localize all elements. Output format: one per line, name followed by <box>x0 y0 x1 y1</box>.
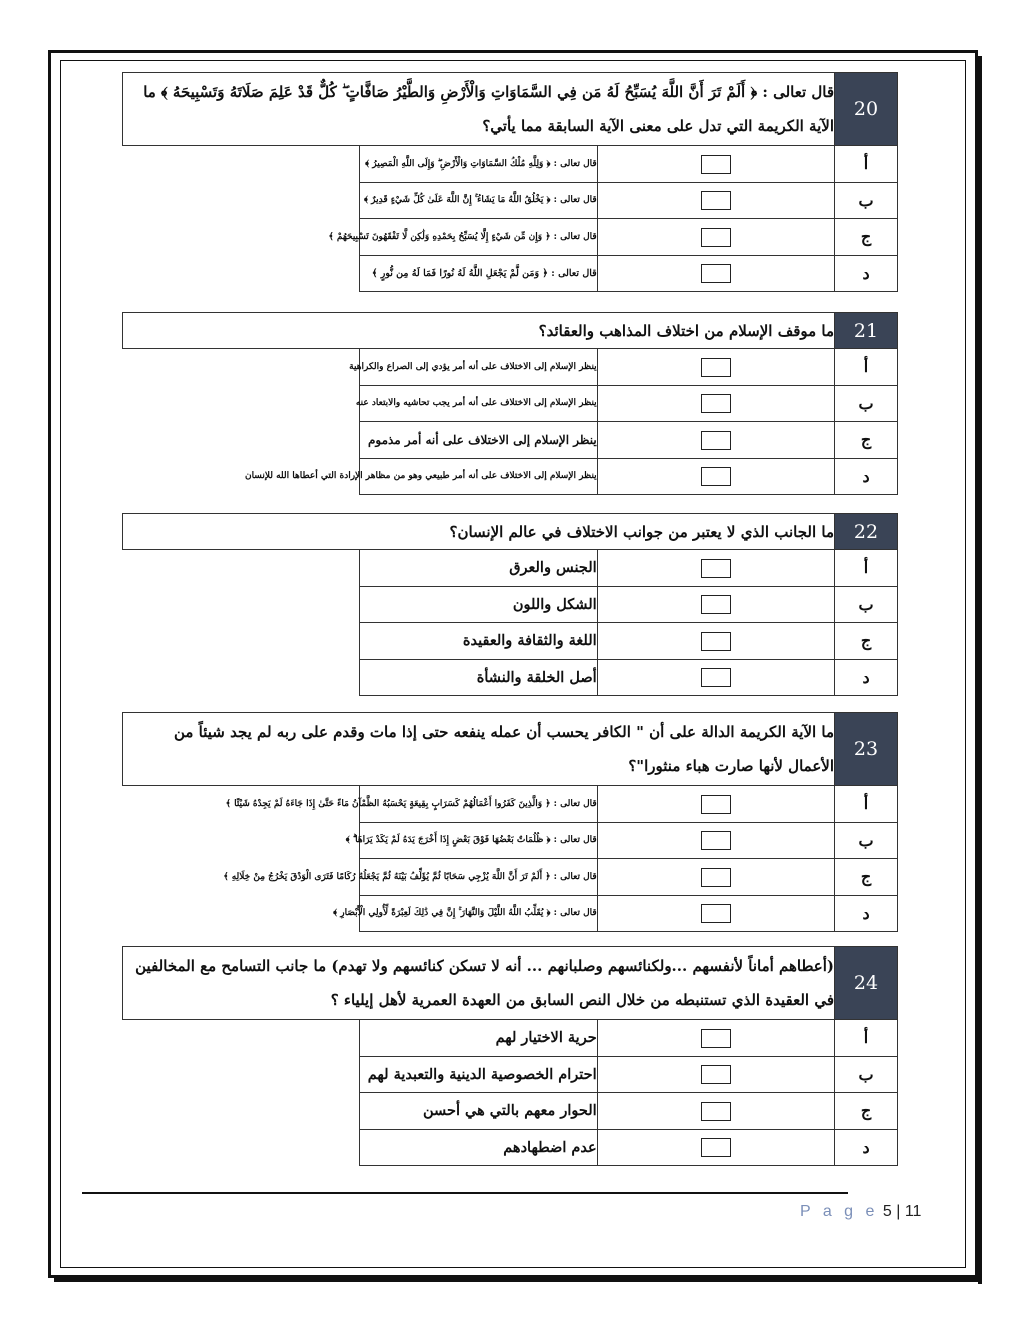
answer-checkbox-cell[interactable] <box>597 1129 834 1166</box>
answer-checkbox[interactable] <box>701 831 731 850</box>
question-table-22 <box>122 513 898 696</box>
answer-option-row[interactable] <box>123 1056 898 1093</box>
question-text: (أعطاهم أماناً لأنفسهم ...ولكنائسهم وصلبانهم ... أنه لا تسكن كنائسهم ولا تهدم) ما جانب التسامح مع المخالفين في العقيدة الذي تستنبطه من خلال النص السابق من العهدة العمرية لأهل إيلياء ؟ <box>123 947 835 1020</box>
option-text: أصل الخلقة والنشأة <box>360 659 597 696</box>
option-letter: أ <box>835 349 898 386</box>
answer-checkbox-cell[interactable] <box>597 895 834 932</box>
answer-checkbox-cell[interactable] <box>597 1056 834 1093</box>
option-text: قال تعالى : ﴿ يُقَلِّبُ اللَّهُ اللَّيْلَ وَالنَّهَارَ ۚ إِنَّ فِي ذَٰلِكَ لَعِبْرَةً لِّأُولِي الْأَبْصَارِ ﴾ <box>360 895 597 932</box>
answer-checkbox[interactable] <box>701 1065 731 1084</box>
option-text: قال تعالى : ﴿ يَخْلُقُ اللَّهُ مَا يَشَاءُ ۚ إِنَّ اللَّهَ عَلَىٰ كُلِّ شَيْءٍ قَدِيرٌ ﴾ <box>360 182 597 219</box>
option-letter: ج <box>835 1093 898 1130</box>
answer-option-row[interactable] <box>123 146 898 183</box>
answer-option-row[interactable] <box>123 385 898 422</box>
question-text: ما الآية الكريمة الدالة على أن " الكافر يحسب أن عمله ينفعه حتى إذا مات وقدم على ربه لم يجد شيئاً من الأعمال لأنها صارت هباء منثورا"؟ <box>123 713 835 786</box>
answer-checkbox[interactable] <box>701 394 731 413</box>
option-letter: أ <box>835 786 898 823</box>
answer-checkbox-cell[interactable] <box>597 550 834 587</box>
answer-option-row[interactable] <box>123 1020 898 1057</box>
option-letter: ج <box>835 623 898 660</box>
answer-checkbox-cell[interactable] <box>597 219 834 256</box>
option-letter: أ <box>835 550 898 587</box>
answer-checkbox-cell[interactable] <box>597 786 834 823</box>
answer-checkbox[interactable] <box>701 358 731 377</box>
option-letter: ب <box>835 822 898 859</box>
option-text: قال تعالى : ﴿ أَلَمْ تَرَ أَنَّ اللَّهَ يُزْجِي سَحَابًا ثُمَّ يُؤَلِّفُ بَيْنَهُ ثُمَّ يَجْعَلُهُ رُكَامًا فَتَرَى الْوَدْقَ يَخْرُجُ مِنْ خِلَالِهِ ﴾ <box>360 859 597 896</box>
option-text: قال تعالى : ﴿ وَلِلَّهِ مُلْكُ السَّمَاوَاتِ وَالْأَرْضِ ۖ وَإِلَى اللَّهِ الْمَصِيرُ ﴾ <box>360 146 597 183</box>
answer-checkbox-cell[interactable] <box>597 822 834 859</box>
answer-checkbox-cell[interactable] <box>597 1020 834 1057</box>
option-letter: د <box>835 255 898 292</box>
option-text: قال تعالى : ﴿ وَالَّذِينَ كَفَرُوا أَعْمَالُهُمْ كَسَرَابٍ بِقِيعَةٍ يَحْسَبُهُ الظَّمْآنُ مَاءً حَتَّىٰ إِذَا جَاءَهُ لَمْ يَجِدْهُ شَيْئًا ﴾ <box>360 786 597 823</box>
page-separator: | <box>896 1203 901 1220</box>
answer-checkbox[interactable] <box>701 264 731 283</box>
option-text: الجنس والعرق <box>360 550 597 587</box>
answer-checkbox[interactable] <box>701 868 731 887</box>
answer-checkbox[interactable] <box>701 795 731 814</box>
option-letter: د <box>835 895 898 932</box>
option-text: الحوار معهم بالتي هي أحسن <box>360 1093 597 1130</box>
option-text: اللغة والثقافة والعقيدة <box>360 623 597 660</box>
answer-option-row[interactable] <box>123 458 898 495</box>
question-number: 21 <box>835 313 898 349</box>
option-text: ينظر الإسلام إلى الاختلاف على أنه أمر يؤدي إلى الصراع والكراهية <box>360 349 597 386</box>
option-text: ينظر الإسلام إلى الاختلاف على أنه أمر يجب تحاشيه والابتعاد عنه <box>360 385 597 422</box>
option-letter: ب <box>835 182 898 219</box>
answer-checkbox-cell[interactable] <box>597 255 834 292</box>
answer-checkbox-cell[interactable] <box>597 146 834 183</box>
option-text: ينظر الإسلام إلى الاختلاف على أنه أمر طبيعي وهو من مظاهر الإرادة التي أعطاها الله للإنسان <box>360 458 597 495</box>
answer-checkbox-cell[interactable] <box>597 586 834 623</box>
answer-option-row[interactable] <box>123 786 898 823</box>
answer-checkbox[interactable] <box>701 431 731 450</box>
answer-option-row[interactable] <box>123 623 898 660</box>
option-text: قال تعالى : ﴿ وَمَن لَّمْ يَجْعَلِ اللَّهُ لَهُ نُورًا فَمَا لَهُ مِن نُّورٍ ﴾ <box>360 255 597 292</box>
option-letter: د <box>835 458 898 495</box>
option-letter: ب <box>835 586 898 623</box>
option-text: عدم اضطهادهم <box>360 1129 597 1166</box>
answer-checkbox[interactable] <box>701 191 731 210</box>
page-border-shadow-right <box>978 56 982 1284</box>
answer-checkbox-cell[interactable] <box>597 182 834 219</box>
option-text: قال تعالى : ﴿ وَإِن مِّن شَيْءٍ إِلَّا يُسَبِّحُ بِحَمْدِهِ وَلَٰكِن لَّا تَفْقَهُونَ تَسْبِيحَهُمْ ﴾ <box>360 219 597 256</box>
option-letter: د <box>835 659 898 696</box>
answer-checkbox-cell[interactable] <box>597 422 834 459</box>
option-text: احترام الخصوصية الدينية والتعبدية لهم <box>360 1056 597 1093</box>
option-letter: أ <box>835 146 898 183</box>
answer-option-row[interactable] <box>123 422 898 459</box>
answer-checkbox-cell[interactable] <box>597 859 834 896</box>
answer-checkbox[interactable] <box>701 904 731 923</box>
answer-checkbox-cell[interactable] <box>597 659 834 696</box>
page-border-shadow-bottom <box>54 1278 982 1282</box>
answer-option-row[interactable] <box>123 550 898 587</box>
answer-option-row[interactable] <box>123 895 898 932</box>
answer-checkbox-cell[interactable] <box>597 349 834 386</box>
answer-checkbox[interactable] <box>701 467 731 486</box>
answer-checkbox-cell[interactable] <box>597 458 834 495</box>
answer-option-row[interactable] <box>123 255 898 292</box>
option-letter: أ <box>835 1020 898 1057</box>
answer-checkbox[interactable] <box>701 1138 731 1157</box>
answer-option-row[interactable] <box>123 182 898 219</box>
page-label: P a g e <box>800 1203 879 1220</box>
answer-checkbox[interactable] <box>701 632 731 651</box>
answer-checkbox[interactable] <box>701 228 731 247</box>
option-letter: ج <box>835 859 898 896</box>
answer-checkbox-cell[interactable] <box>597 1093 834 1130</box>
option-letter: ب <box>835 1056 898 1093</box>
answer-option-row[interactable] <box>123 1093 898 1130</box>
question-number: 22 <box>835 514 898 550</box>
option-letter: ج <box>835 422 898 459</box>
answer-checkbox[interactable] <box>701 155 731 174</box>
question-text: قال تعالى : ﴿ أَلَمْ تَرَ أَنَّ اللَّهَ يُسَبِّحُ لَهُ مَن فِي السَّمَاوَاتِ وَالْأَرْضِ وَالطَّيْرُ صَافَّاتٍ ۖ كُلٌّ قَدْ عَلِمَ صَلَاتَهُ وَتَسْبِيحَهُ ﴾ ما الآية الكريمة التي تدل على معنى الآية السابقة مما يأتي؟ <box>123 73 835 146</box>
answer-option-row[interactable] <box>123 822 898 859</box>
answer-checkbox[interactable] <box>701 595 731 614</box>
answer-checkbox-cell[interactable] <box>597 623 834 660</box>
question-number: 23 <box>835 713 898 786</box>
answer-checkbox[interactable] <box>701 559 731 578</box>
question-table-24 <box>122 946 898 1166</box>
answer-option-row[interactable] <box>123 219 898 256</box>
option-text: الشكل واللون <box>360 586 597 623</box>
option-letter: ب <box>835 385 898 422</box>
question-number: 24 <box>835 947 898 1020</box>
option-text: قال تعالى : ﴿ ظُلُمَاتٌ بَعْضُهَا فَوْقَ بَعْضٍ إِذَا أَخْرَجَ يَدَهُ لَمْ يَكَدْ يَرَاهَا ۗ ﴾ <box>360 822 597 859</box>
question-text: ما موقف الإسلام من اختلاف المذاهب والعقائد؟ <box>123 313 835 349</box>
option-letter: د <box>835 1129 898 1166</box>
page-number: 5 <box>882 1203 892 1220</box>
answer-option-row[interactable] <box>123 1129 898 1166</box>
answer-option-row[interactable] <box>123 859 898 896</box>
question-text: ما الجانب الذي لا يعتبر من جوانب الاختلاف في عالم الإنسان؟ <box>123 514 835 550</box>
footer-divider <box>82 1192 848 1194</box>
answer-option-row[interactable] <box>123 586 898 623</box>
question-table-23 <box>122 712 898 932</box>
option-text: حرية الاختيار لهم <box>360 1020 597 1057</box>
page-footer <box>800 1203 921 1221</box>
answer-checkbox-cell[interactable] <box>597 385 834 422</box>
option-letter: ج <box>835 219 898 256</box>
answer-checkbox[interactable] <box>701 668 731 687</box>
question-table-20 <box>122 72 898 292</box>
answer-checkbox[interactable] <box>701 1102 731 1121</box>
question-number: 20 <box>835 73 898 146</box>
answer-option-row[interactable] <box>123 659 898 696</box>
total-pages: 11 <box>904 1203 922 1220</box>
answer-checkbox[interactable] <box>701 1029 731 1048</box>
option-text: ينظر الإسلام إلى الاختلاف على أنه أمر مذموم <box>360 422 597 459</box>
question-table-21 <box>122 312 898 495</box>
answer-option-row[interactable] <box>123 349 898 386</box>
